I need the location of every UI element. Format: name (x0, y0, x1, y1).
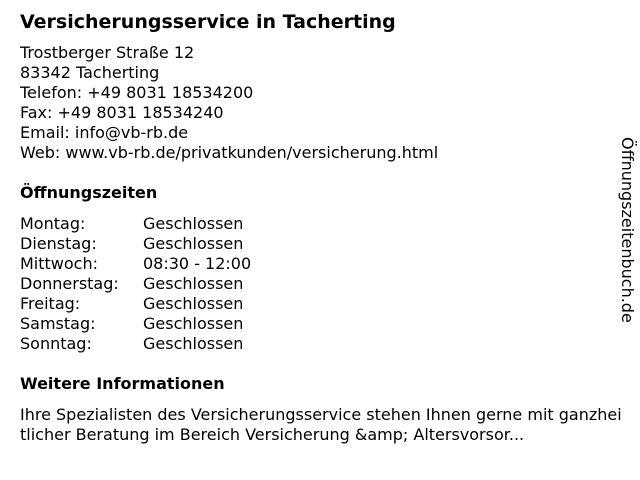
day-label: Donnerstag: (20, 274, 119, 293)
email-label: Email: (20, 123, 75, 142)
day-hours: 08:30 - 12:00 (143, 254, 252, 273)
contact-block (20, 43, 438, 163)
day-hours: Geschlossen (143, 214, 244, 233)
day-hours: Geschlossen (143, 274, 244, 293)
day-label: Montag: (20, 214, 86, 233)
street-address: Trostberger Straße 12 (20, 43, 195, 62)
day-label: Sonntag: (20, 334, 92, 353)
email-link[interactable]: info@vb-rb.de (74, 123, 189, 142)
hours-row-wednesday (20, 254, 251, 274)
page-title: Versicherungsservice in Tacherting (20, 11, 396, 33)
hours-row-saturday (20, 314, 251, 334)
opening-hours-table (20, 214, 251, 354)
website-link[interactable]: www.vb-rb.de/privatkunden/versicherung.html (65, 143, 439, 162)
day-label: Freitag: (20, 294, 81, 313)
hours-row-tuesday (20, 234, 251, 254)
hours-row-friday (20, 294, 251, 314)
city-address: 83342 Tacherting (20, 63, 160, 82)
description-text: Ihre Spezialisten des Versicherungsservice stehen Ihnen gerne mit ganzheitlicher Beratung im Bereich Versicherung &amp; Altersvorsor... (20, 405, 622, 444)
day-label: Mittwoch: (20, 254, 98, 273)
brand-label: Öffnungszeitenbuch.de (618, 137, 637, 323)
day-label: Dienstag: (20, 234, 97, 253)
hours-row-sunday (20, 334, 251, 354)
day-hours: Geschlossen (143, 334, 244, 353)
day-label: Samstag: (20, 314, 96, 333)
email-line (20, 123, 438, 143)
hours-row-thursday (20, 274, 251, 294)
web-label: Web: (20, 143, 66, 162)
day-hours: Geschlossen (143, 314, 244, 333)
opening-hours-heading: Öffnungszeiten (20, 183, 158, 202)
day-hours: Geschlossen (143, 234, 244, 253)
phone-number: Telefon: +49 8031 18534200 (20, 83, 254, 102)
fax-number: Fax: +49 8031 18534240 (20, 103, 224, 122)
web-line (20, 143, 438, 163)
day-hours: Geschlossen (143, 294, 244, 313)
more-info-heading: Weitere Informationen (20, 374, 225, 393)
hours-row-monday (20, 214, 251, 234)
